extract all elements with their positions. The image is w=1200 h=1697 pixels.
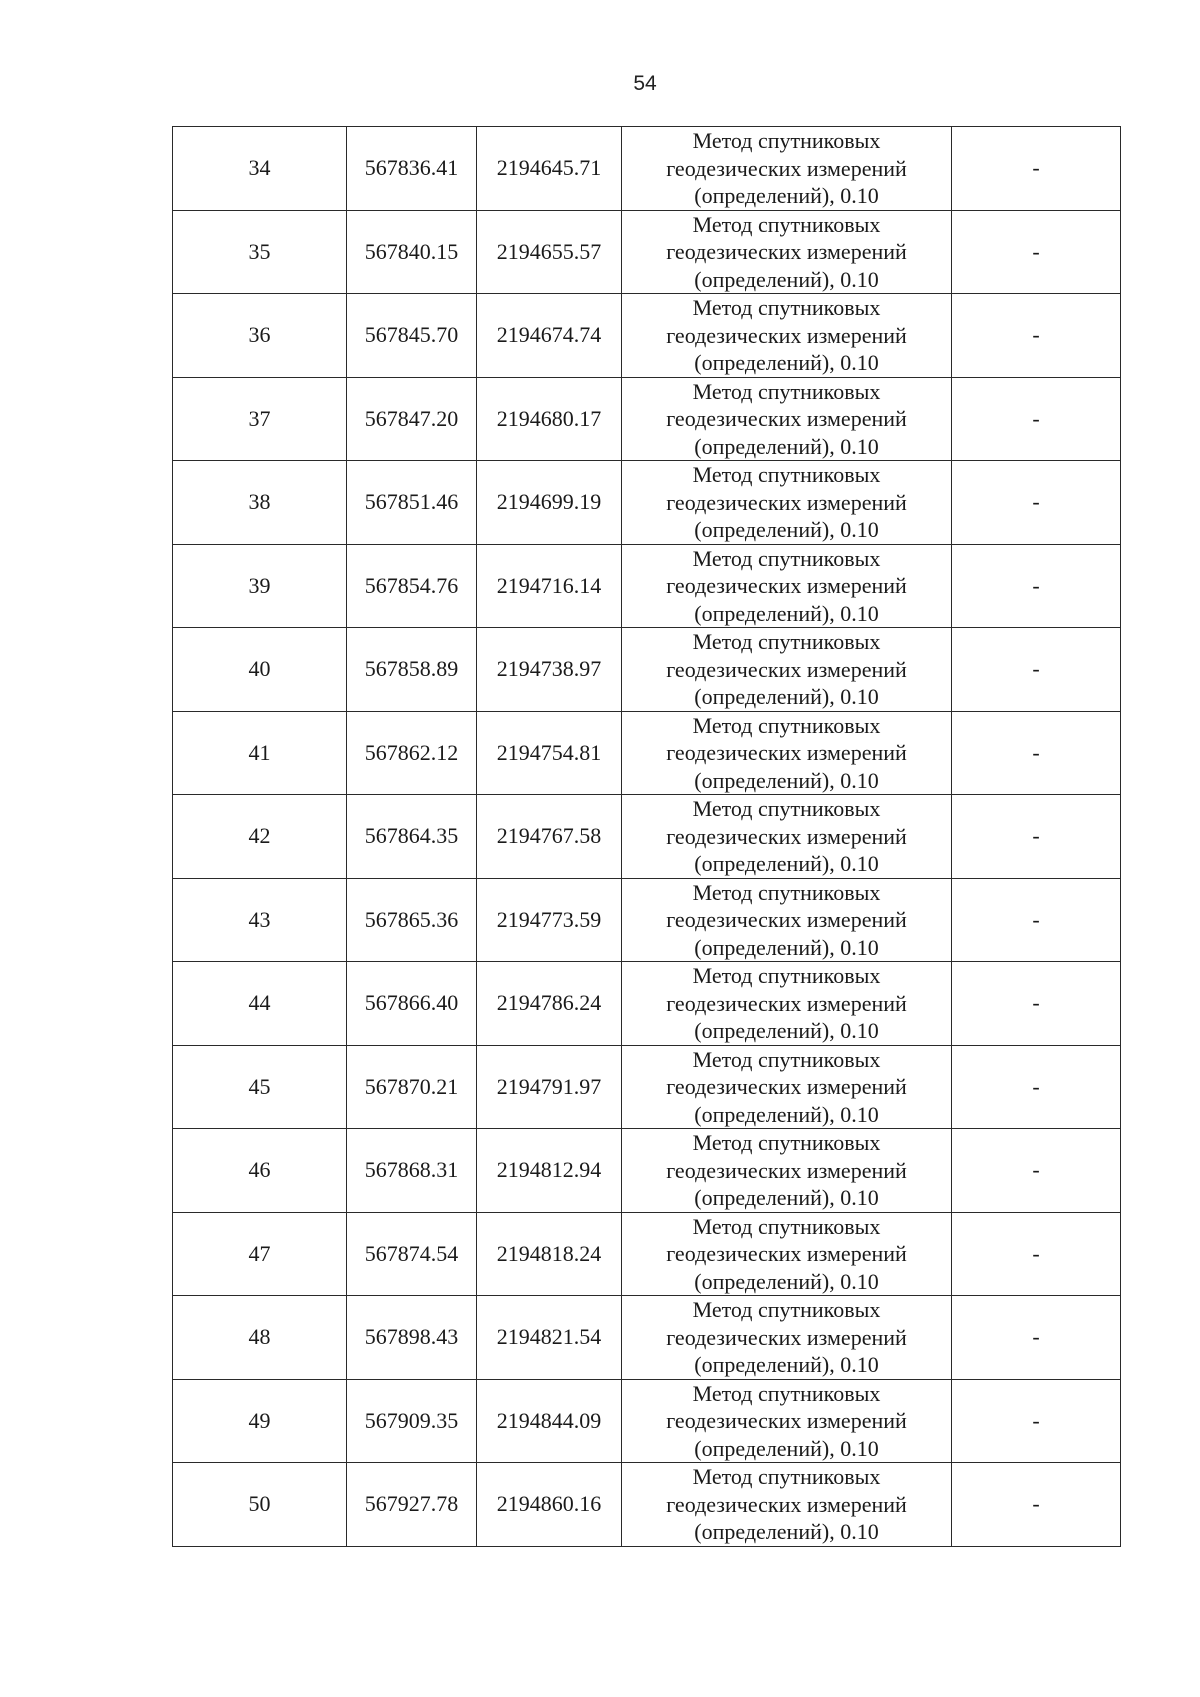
point-number-cell: 48: [173, 1296, 347, 1380]
method-text-line: геодезических измерений: [666, 155, 907, 181]
y-coordinate-cell: 2194680.17: [477, 377, 622, 461]
method-cell: [622, 1296, 952, 1380]
method-text-line: Метод спутниковых: [692, 545, 881, 571]
method-text-line: (определений), 0.10: [694, 767, 879, 793]
y-coordinate-cell: 2194844.09: [477, 1379, 622, 1463]
x-coordinate-cell: 567845.70: [347, 294, 477, 378]
note-cell: -: [952, 1296, 1121, 1380]
table-row: [173, 1129, 1121, 1213]
x-coordinate-cell: 567870.21: [347, 1045, 477, 1129]
x-coordinate-cell: 567854.76: [347, 544, 477, 628]
note-cell: -: [952, 795, 1121, 879]
note-cell: -: [952, 962, 1121, 1046]
note-cell: -: [952, 377, 1121, 461]
point-number-cell: 36: [173, 294, 347, 378]
table-row: [173, 711, 1121, 795]
table-row: [173, 878, 1121, 962]
method-text-line: геодезических измерений: [666, 1491, 907, 1517]
method-text-line: (определений), 0.10: [694, 350, 879, 375]
table-row: [173, 1463, 1121, 1547]
method-cell: [622, 1045, 952, 1129]
note-cell: -: [952, 294, 1121, 378]
method-text-line: (определений), 0.10: [694, 1268, 879, 1294]
method-text-line: Метод спутниковых: [692, 1380, 881, 1406]
point-number-cell: 50: [173, 1463, 347, 1547]
table-row: [173, 210, 1121, 294]
table-row: [173, 962, 1121, 1046]
method-text-line: (определений), 0.10: [694, 1101, 879, 1127]
method-text-line: (определений), 0.10: [694, 266, 879, 292]
method-text-line: (определений), 0.10: [694, 1435, 879, 1461]
table-row: [173, 294, 1121, 378]
x-coordinate-cell: 567868.31: [347, 1129, 477, 1213]
table-row: [173, 1379, 1121, 1463]
point-number-cell: 49: [173, 1379, 347, 1463]
page-number: 54: [633, 72, 657, 95]
method-text-line: геодезических измерений: [666, 489, 907, 515]
y-coordinate-cell: 2194767.58: [477, 795, 622, 879]
table-row: [173, 1212, 1121, 1296]
method-text-line: геодезических измерений: [666, 656, 907, 682]
point-number-cell: 44: [173, 962, 347, 1046]
y-coordinate-cell: 2194716.14: [477, 544, 622, 628]
method-text-line: геодезических измерений: [666, 740, 907, 765]
point-number-cell: 40: [173, 628, 347, 712]
point-number-cell: 45: [173, 1045, 347, 1129]
table-row: [173, 377, 1121, 461]
method-text-line: Метод спутниковых: [692, 796, 881, 821]
y-coordinate-cell: 2194773.59: [477, 878, 622, 962]
method-text-line: Метод спутниковых: [692, 378, 881, 404]
x-coordinate-cell: 567862.12: [347, 711, 477, 795]
table-row: [173, 795, 1121, 879]
method-text-line: Метод спутниковых: [692, 1464, 881, 1489]
x-coordinate-cell: 567851.46: [347, 461, 477, 545]
note-cell: -: [952, 1463, 1121, 1547]
method-text-line: (определений), 0.10: [694, 1018, 879, 1043]
method-text-line: (определений), 0.10: [694, 1185, 879, 1210]
method-text-line: Метод спутниковых: [692, 879, 881, 905]
point-number-cell: 34: [173, 127, 347, 211]
y-coordinate-cell: 2194655.57: [477, 210, 622, 294]
x-coordinate-cell: 567864.35: [347, 795, 477, 879]
method-text-line: Метод спутниковых: [692, 1130, 881, 1155]
method-text-line: (определений), 0.10: [694, 517, 879, 542]
note-cell: -: [952, 461, 1121, 545]
y-coordinate-cell: 2194791.97: [477, 1045, 622, 1129]
coordinates-table-body: [173, 127, 1121, 1547]
note-cell: -: [952, 1379, 1121, 1463]
method-text-line: геодезических измерений: [666, 1408, 907, 1433]
table-row: [173, 461, 1121, 545]
method-text-line: (определений), 0.10: [694, 934, 879, 960]
method-cell: [622, 1212, 952, 1296]
method-text-line: (определений), 0.10: [694, 600, 879, 626]
method-cell: [622, 878, 952, 962]
note-cell: -: [952, 127, 1121, 211]
method-text-line: Метод спутниковых: [692, 295, 881, 320]
x-coordinate-cell: 567927.78: [347, 1463, 477, 1547]
y-coordinate-cell: 2194821.54: [477, 1296, 622, 1380]
method-cell: [622, 962, 952, 1046]
method-text-line: геодезических измерений: [666, 907, 907, 932]
x-coordinate-cell: 567909.35: [347, 1379, 477, 1463]
x-coordinate-cell: 567874.54: [347, 1212, 477, 1296]
method-cell: [622, 628, 952, 712]
method-text-line: геодезических измерений: [666, 239, 907, 264]
method-text-line: Метод спутниковых: [692, 712, 881, 738]
method-text-line: Метод спутниковых: [692, 128, 881, 153]
y-coordinate-cell: 2194699.19: [477, 461, 622, 545]
method-text-line: (определений), 0.10: [694, 851, 879, 876]
method-text-line: (определений), 0.10: [694, 684, 879, 709]
method-text-line: геодезических измерений: [666, 1157, 907, 1183]
method-cell: [622, 795, 952, 879]
method-text-line: (определений), 0.10: [694, 183, 879, 208]
y-coordinate-cell: 2194818.24: [477, 1212, 622, 1296]
point-number-cell: 35: [173, 210, 347, 294]
point-number-cell: 41: [173, 711, 347, 795]
table-row: [173, 628, 1121, 712]
x-coordinate-cell: 567898.43: [347, 1296, 477, 1380]
x-coordinate-cell: 567840.15: [347, 210, 477, 294]
method-text-line: геодезических измерений: [666, 823, 907, 849]
point-number-cell: 43: [173, 878, 347, 962]
method-text-line: Метод спутниковых: [692, 462, 881, 487]
point-number-cell: 37: [173, 377, 347, 461]
method-text-line: (определений), 0.10: [694, 1519, 879, 1544]
note-cell: -: [952, 1045, 1121, 1129]
method-text-line: Метод спутниковых: [692, 629, 881, 654]
method-cell: [622, 544, 952, 628]
note-cell: -: [952, 628, 1121, 712]
table-row: [173, 544, 1121, 628]
method-cell: [622, 377, 952, 461]
note-cell: -: [952, 544, 1121, 628]
point-number-cell: 46: [173, 1129, 347, 1213]
point-number-cell: 42: [173, 795, 347, 879]
table-row: [173, 1296, 1121, 1380]
note-cell: -: [952, 1129, 1121, 1213]
note-cell: -: [952, 878, 1121, 962]
point-number-cell: 38: [173, 461, 347, 545]
note-cell: -: [952, 1212, 1121, 1296]
coordinates-table: [172, 126, 1121, 1547]
note-cell: -: [952, 210, 1121, 294]
x-coordinate-cell: 567847.20: [347, 377, 477, 461]
method-text-line: Метод спутниковых: [692, 1046, 881, 1072]
method-text-line: геодезических измерений: [666, 1241, 907, 1266]
y-coordinate-cell: 2194738.97: [477, 628, 622, 712]
method-cell: [622, 1463, 952, 1547]
y-coordinate-cell: 2194674.74: [477, 294, 622, 378]
method-text-line: Метод спутниковых: [692, 963, 881, 988]
method-text-line: Метод спутниковых: [692, 211, 881, 237]
y-coordinate-cell: 2194645.71: [477, 127, 622, 211]
method-text-line: геодезических измерений: [666, 322, 907, 348]
method-text-line: (определений), 0.10: [694, 433, 879, 459]
table-row: [173, 127, 1121, 211]
method-text-line: (определений), 0.10: [694, 1352, 879, 1377]
method-text-line: геодезических измерений: [666, 406, 907, 431]
method-cell: [622, 461, 952, 545]
method-text-line: геодезических измерений: [666, 1074, 907, 1099]
point-number-cell: 47: [173, 1212, 347, 1296]
method-text-line: геодезических измерений: [666, 990, 907, 1016]
method-cell: [622, 294, 952, 378]
method-text-line: геодезических измерений: [666, 1324, 907, 1350]
table-row: [173, 1045, 1121, 1129]
method-cell: [622, 1129, 952, 1213]
method-cell: [622, 1379, 952, 1463]
method-text-line: Метод спутниковых: [692, 1213, 881, 1239]
y-coordinate-cell: 2194786.24: [477, 962, 622, 1046]
method-text-line: геодезических измерений: [666, 573, 907, 598]
x-coordinate-cell: 567866.40: [347, 962, 477, 1046]
point-number-cell: 39: [173, 544, 347, 628]
y-coordinate-cell: 2194754.81: [477, 711, 622, 795]
method-cell: [622, 127, 952, 211]
x-coordinate-cell: 567865.36: [347, 878, 477, 962]
y-coordinate-cell: 2194860.16: [477, 1463, 622, 1547]
method-cell: [622, 711, 952, 795]
note-cell: -: [952, 711, 1121, 795]
y-coordinate-cell: 2194812.94: [477, 1129, 622, 1213]
method-text-line: Метод спутниковых: [692, 1297, 881, 1322]
x-coordinate-cell: 567858.89: [347, 628, 477, 712]
method-cell: [622, 210, 952, 294]
x-coordinate-cell: 567836.41: [347, 127, 477, 211]
